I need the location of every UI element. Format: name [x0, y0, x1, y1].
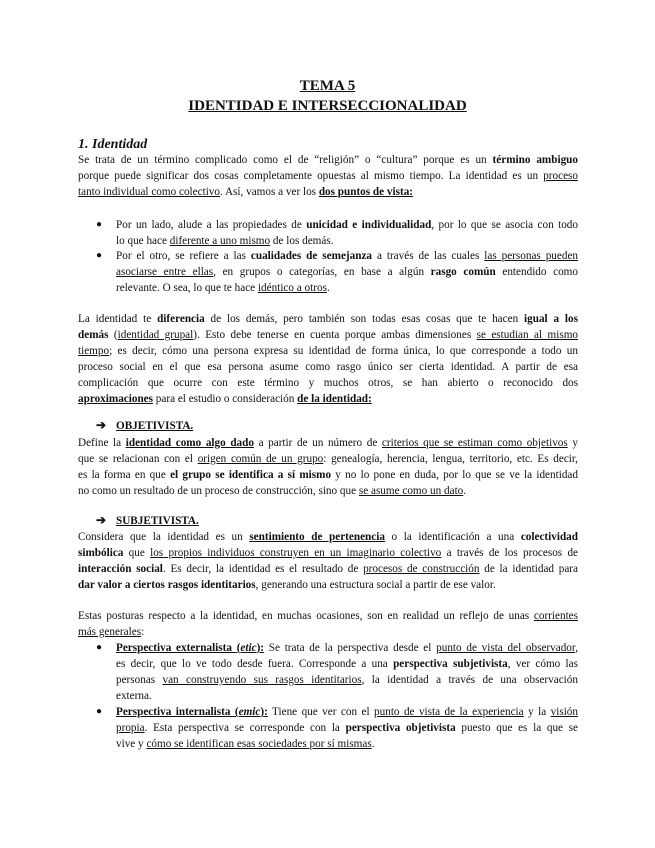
- arrow-right-icon: ➔: [96, 418, 107, 432]
- p1-line-3: tanto individual como colectivo. Así, vamos a ver los dos puntos de vista:: [78, 186, 414, 198]
- p1-line-1: Se trata de un término complicado como el de “religión” o “cultura” porque es un término ambiguo: [78, 154, 578, 166]
- p5-line-2: más generales:: [78, 626, 145, 638]
- p3-line-2: que se relacionan con el origen común de un grupo: genealogía, herencia, lengua, territorio, etc. Es decir,: [78, 453, 578, 465]
- p2-line-2: demás (identidad grupal). Esto debe tenerse en cuenta porque ambas dimensiones se estudian al mismo: [78, 329, 578, 341]
- bullet2-line-1: Por el otro, se refiere a las cualidades de semejanza a través de las cuales las personas pueden: [116, 250, 579, 262]
- doc-subtitle: IDENTIDAD E INTERSECCIONALIDAD: [188, 98, 467, 114]
- p3-line-4: no como un resultado de un proceso de construcción, sino que se asume como un dato.: [78, 485, 467, 497]
- p2-line-1: La identidad te diferencia de los demás, pero también son todas esas cosas que te hacen igual a los: [78, 313, 578, 325]
- p4-line-3: interacción social. Es decir, la identidad es el resultado de procesos de construcción de la identidad para: [78, 563, 579, 575]
- p2-line-3: tiempo; es decir, cómo una persona expresa su identidad de forma única, lo que corresponde a todo un: [78, 345, 578, 357]
- bullet-icon: ●: [96, 250, 103, 261]
- p4-line-2: simbólica que los propios individuos construyen en un imaginario colectivo a través de los procesos de: [78, 547, 578, 559]
- bullet3-line-1: Perspectiva externalista (etic): Se trata de la perspectiva desde el punto de vista del observador,: [116, 642, 578, 654]
- bullet3-line-3: personas van construyendo sus rasgos identitarios, la identidad a través de una observación: [116, 674, 578, 686]
- p5-line-1: Estas posturas respecto a la identidad, en muchas ocasiones, son en realidad un reflejo de unas corrientes: [78, 610, 578, 622]
- heading-objetivista: OBJETIVISTA.: [116, 420, 194, 432]
- p2-line-6: aproximaciones para el estudio o consideración de la identidad:: [78, 393, 372, 405]
- bullet-icon: ●: [96, 219, 103, 230]
- arrow-right-icon: ➔: [96, 513, 107, 527]
- bullet4-line-3: vive y cómo se identifican esas sociedades por sí mismas.: [116, 738, 375, 750]
- bullet3-line-2: es decir, que lo ve todo desde fuera. Corresponde a una perspectiva subjetivista, ver cómo las: [116, 658, 578, 670]
- bullet-icon: ●: [96, 642, 103, 653]
- p2-line-4: proceso social en el que esa persona asume como rasgo único ser cierta identidad. A partir de esa: [78, 361, 578, 373]
- p2-line-5: complicación que ocurre con este término y muchos otros, se han abierto o reconocido dos: [78, 377, 578, 389]
- p4-line-1: Considera que la identidad es un sentimiento de pertenencia o la identificación a una colectividad: [78, 531, 578, 543]
- p3-line-3: es la forma en que el grupo se identifica a sí mismo y no lo pone en duda, por lo que se ve la identidad: [78, 469, 578, 481]
- bullet2-line-3: relevante. O sea, lo que te hace idéntico a otros.: [116, 282, 330, 294]
- bullet4-line-2: propia. Esta perspectiva se corresponde con la perspectiva objetivista puesto que es la que se: [116, 722, 579, 734]
- section-heading-identidad: 1. Identidad: [78, 137, 148, 152]
- bullet2-line-2: asociarse entre ellas, en grupos o categorías, en base a algún rasgo común entendido como: [116, 266, 578, 278]
- p1-line-2: porque puede significar dos cosas completamente opuestas al mismo tiempo. La identidad es un proceso: [78, 170, 578, 182]
- heading-subjetivista: SUBJETIVISTA.: [116, 515, 199, 527]
- bullet-icon: ●: [96, 706, 103, 717]
- p4-line-4: dar valor a ciertos rasgos identitarios, generando una estructura social a partir de ese valor.: [78, 579, 496, 591]
- bullet1-line-2: lo que hace diferente a uno mismo de los demás.: [116, 235, 334, 247]
- bullet4-line-1: Perspectiva internalista (emic): Tiene que ver con el punto de vista de la experiencia y la visión: [116, 706, 578, 718]
- bullet3-line-4: externa.: [116, 690, 152, 702]
- p3-line-1: Define la identidad como algo dado a partir de un número de criterios que se estiman como objetivos y: [78, 437, 578, 449]
- bullet1-line-1: Por un lado, alude a las propiedades de unicidad e individualidad, por lo que se asocia con todo: [116, 219, 578, 231]
- doc-title: TEMA 5: [299, 78, 356, 94]
